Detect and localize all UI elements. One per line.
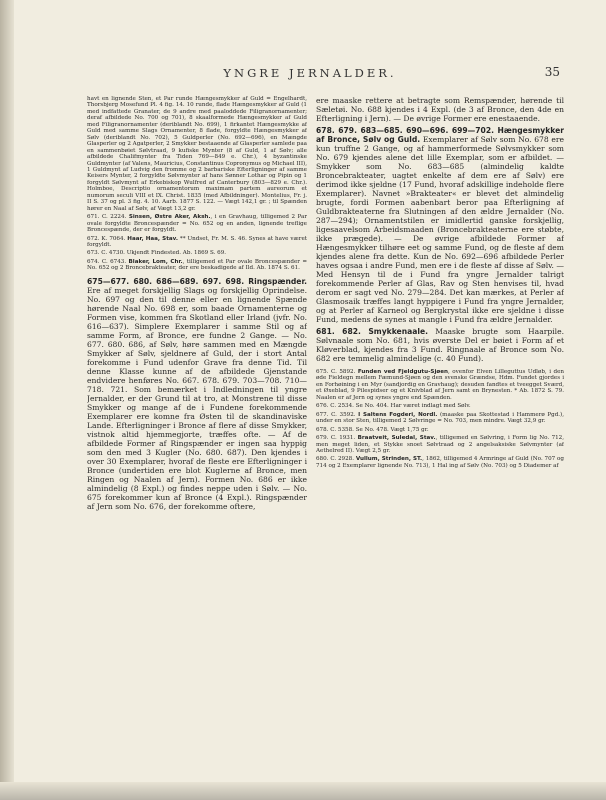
page-spine-shadow [0, 0, 14, 800]
entry-place: Blaker, Lom, Chr. [128, 258, 183, 265]
smykkenaale-section [316, 327, 564, 363]
left-continuation-text: havt en lignende Sten, et Par runde Hængesmykker af Guld = Engelhardt, Thorsbjerg Mosefund Pl. 4 fig. 14. 10 runde, flade Hængesmykker af Guld (1 med indfattede Granater, de 9 andre med paaloddede Filigranornamenter; deraf afbildede No. 700 og 701), 8 skaalformede Hængesmykker af Guld med Filigranornamenter (deriblandt No. 699), 1 firkantet Hængesmykke af Guld med samme Slags Ornamenter, 8 flade, forgyldte Hængesmykker af Sølv (deriblandt No. 702), 5 Guldperler (No. 692—696), en Mængde Glasperler og 2 Agatperler, 2 Smykker bestaaende af Glasperler samlede paa en sammenbøiet Sølvtraad, 9 kufiske Mynter (8 af Guld, 1 af Sølv; alle afbildede Chalifmynter fra Tiden 769—849 e. Chr.), 4 byzantinske Guldmynter (af Valens, Mauricius, Constantinus Copronymus og Michael III), 1 Guldmynt af Ludvig den fromme og 2 barbariske Efterligninger af samme Keisers Mynter, 2 forgyldte Sølvmynter af hans Sønner Lothar og Pipin og 1 forgyldt Sølvmynt af Erkebiskop Wulfred af Canterbury (803—829 e. Chr.). Holmboe, Descriptio ornamentorum maximam partem aureorum et numorum seculi VIII et IX. Christ. 1835 (med Afbildninger). Montelius, Fr. j. II S. 37 og pl. 3 fig. 4. 10. Aarb. 1877 S. 122. — Vægt 142,1 gr. ; til Spænden hører en Naal af Sølv, af Vægt 13,2 gr. [87, 96, 307, 212]
entry-number: 674. [87, 258, 100, 265]
entry-number: 673. [87, 250, 100, 257]
entry-number: 680. [316, 456, 329, 463]
entry-number: 679. [316, 435, 329, 442]
haengesmykker-section [316, 126, 564, 324]
entry-673 [87, 250, 307, 256]
section-text: Exemplarer af Sølv som No. 678 ere kun truffne 2 Gange, og af hammerformede Sølvsmykker som No. 679 kjendes alene det lille Exemplar, som er afbildet. — Smykker som No. 683—685 (almindelig kaldte Broncebrakteater, uagtet enkelte af dem ere af Sølv) ere derimod ikke sjeldne (17 Fund, hvoraf adskillige indeholde flere Exemplarer). Navnet »Brakteater« er blevet det almindelig brugte, fordi Formen aabenbart beror paa Efterligning af Guldbrakteaterne fra Slutningen af den ældre Jernalder (No. 287—294); Ornamentstilen er imidlertid ganske forskjellig, ligesaavelsom Arbeidsmaaden (Broncebrakteaterne ere støbte, ikke prægede). — De øvrige afbildede Former af Hængesmykker tilhøre eet og samme Fund, og de fleste af dem kjendes alene fra dette. Kun de No. 692—696 afbildede Perler haves ogsaa i andre Fund, men ere i de fleste af disse af Sølv. — Med Hensyn til de i Fund fra yngre Jernalder talrigt forekommende Perler af Glas, Rav og Sten henvises til, hvad derom er sagt ved No. 279—284. Det kan mærkes, at Perler af Glasmosaik træffes langt hyppigere i Fund fra yngre Jernalder, og at Perler af Karneol og Bergkrystal ikke ere sjeldne i disse Fund, medens de synes at mangle i Fund fra ældre Jernalder. [316, 135, 564, 324]
section-text: Maaske brugte som Haarpile. Sølvnaale som No. 681, hvis øverste Del er bøiet i Form af et Kløverblad, kjendes fra 3 Fund. Ringnaale af Bronce som No. 682 ere temmelig almindelige (c. 40 Fund). [316, 327, 564, 363]
entry-number: 677. [316, 411, 329, 418]
entry-place: Haar, Haa, Stav. [127, 235, 178, 242]
entry-text: , ovenfor Elven Lilleguttus Udløb, i den øde Fieldegn mellem Fæmund-Sjøen og den svenske Grændse, Hdm. Fundet gjordes i en Forhøining i en Myr (sandjordig en Gravhaug); desuden fandtes et tveegget Sværd, et Øxeblad, 9 Pilespidser og et Knivblad af Jern samt en Brynesten. * Ab. 1872 S. 79. Naalen er af Jern og synes yngre end Spænden. [316, 369, 564, 401]
entry-680 [316, 456, 564, 469]
entry-catalog: C. 2224. [101, 214, 127, 221]
left-column [87, 96, 307, 746]
entry-number: 671. [87, 214, 100, 221]
entry-catalog: C. 2534. [330, 403, 354, 410]
entry-number: 675. [316, 369, 329, 375]
entry-catalog: C. 4730. [101, 250, 125, 257]
entry-place: I Saltens Fogderi, Nordl. [358, 411, 438, 418]
entry-text: ** Undset, Fr. M. S. 46. Synes at have været forgyldt. [87, 235, 307, 248]
entry-catalog: C. 6743. [101, 258, 127, 265]
running-title: YNGRE JERNALDER. [223, 66, 397, 80]
ringspaender-section [87, 277, 307, 511]
entry-place: Braatveit, Suledal, Stav. [357, 435, 436, 442]
entry-677 [316, 412, 564, 425]
entry-number: 676. [316, 403, 329, 410]
entry-catalog: C. 2928. [330, 456, 355, 463]
entry-catalog: C. 5358. [330, 426, 354, 433]
section-heading: 675—677. 680. 686—689. 697. 698. Ringspænder. [87, 276, 307, 286]
right-continuation-text: ere maaske rettere at betragte som Remspænder, hørende til Sæletøi. No. 688 kjendes i 4 Expl. (de 3 af Bronce, den 4de en Efterligning i Jern). — De øvrige Former ere enestaaende. [316, 96, 564, 123]
entry-678 [316, 427, 564, 433]
entry-text: (maaske paa Skottestad i Hammerø Pgd.), under en stor Sten, tilligemed 2 Sølvringe = No. 703, men mindre. Vægt 32,9 gr. [316, 411, 564, 425]
entry-catalog: C. 1931. [330, 435, 356, 442]
page-header [60, 66, 560, 88]
entry-674 [87, 259, 307, 272]
section-text: Ere af meget forskjellig Slags og forskjellig Oprindelse. No. 697 og den til denne eller en lignende Spænde hørende Naal No. 698 er, som baade Ornamenterne og Formen vise, kommen fra Skotland eller Irland (jvfr. No. 616—637). Simplere Exemplarer i samme Stil og af samme Form, af Bronce, ere fundne 2 Gange. — No. 677. 680. 686, af Sølv, høre sammen med en Mængde Smykker af Sølv, sjeldnere af Guld, der i stort Antal forekomme i Fund udenfor Grave fra denne Tid. Til denne Klasse kunne af de afbildede Gjenstande endvidere henføres No. 667. 678. 679. 703—708. 710—718. 721. Som bemærket i Indledningen til yngre Jernalder, er der Grund til at tro, at Monstrene til disse Smykker og mange af de i Fundene forekommende Exemplarer ere komne fra Østen til de skandinaviske Lande. Efterligninger i Bronce af flere af disse Smykker, vistnok altid hjemmegjorte, træffes ofte. — Af de afbildede Former af Ringspænder er ingen saa hyppig som den med 3 Kugler (No. 680. 687). Den kjendes i over 30 Exemplarer, hvoraf de fleste ere Efterligninger i Bronce (undertiden ere blot Kuglerne af Bronce, men Ringen og Naalen af Jern). Formen No. 686 er ikke almindelig (8 Expl.) og findes neppe uden i Sølv. — No. 675 forekommer kun af Bronce (4 Expl.). Ringspænder af Jern som No. 676, der forekomme oftere, [87, 285, 307, 511]
right-column [316, 96, 564, 746]
entry-place: Sinsen, Østre Aker, Aksh. [128, 214, 211, 221]
section-heading: 681. 682. Smykkenaale. [316, 327, 428, 336]
entry-676 [316, 403, 564, 409]
entry-text: Se No. 404. Har været indlagt med Sølv. [355, 403, 471, 410]
entry-text: , i en Gravhaug, tilligemed 2 Par ovale forgyldte Broncespænder = No. 652 og en anden, lignende treflige Broncespænde, der er forgyldt. [87, 214, 307, 234]
entry-text: , tilligemed et Par ovale Broncespænder = No. 652 og 2 Broncebrakteater, der ere beskadigede af Ild. Ab. 1874 S. 61. [87, 258, 307, 272]
page-number: 35 [544, 65, 560, 79]
entry-672 [87, 236, 307, 249]
section-heading: 678. 679. 683—685. 690—696. 699—702. Hængesmykker af Bronce, Sølv og Guld. [316, 126, 564, 144]
entry-place: Vullum, Strinden, ST. [355, 456, 423, 463]
entry-catalog: C. 5892. [330, 369, 356, 375]
entry-number: 672. [87, 235, 100, 242]
entry-catalog: C. 3592. [331, 411, 356, 418]
entry-679 [316, 435, 564, 454]
entry-675 [316, 369, 564, 401]
scan-bottom-edge [0, 782, 606, 800]
entry-number: 678. [316, 426, 329, 433]
entry-catalog: K. 7064. [101, 235, 126, 242]
entry-text: , 1862, tilligemed 4 Armringe af Guld (No. 707 og 714 og 2 Exemplarer lignende No. 713), 1 Hal ing af Sølv (No. 703) og 5 Diademer af [316, 456, 564, 469]
entry-671 [87, 214, 307, 233]
entry-text: Se No. 478. Vægt 1,75 gr. [355, 426, 429, 433]
entry-text: , tilligemed en Sølvring, i Form lig No. 712, men meget liden, et Stykke snoet Sølvtraad og 2 angelsaksiske Sølvmynter (af Aethelred II). Vægt 2,5 gr. [316, 435, 564, 454]
entry-place: Funden ved Fjeldgutu-Sjøen [357, 369, 448, 375]
entry-text: Ukjendt Findested. Ab. 1869 S. 69. [126, 250, 227, 257]
